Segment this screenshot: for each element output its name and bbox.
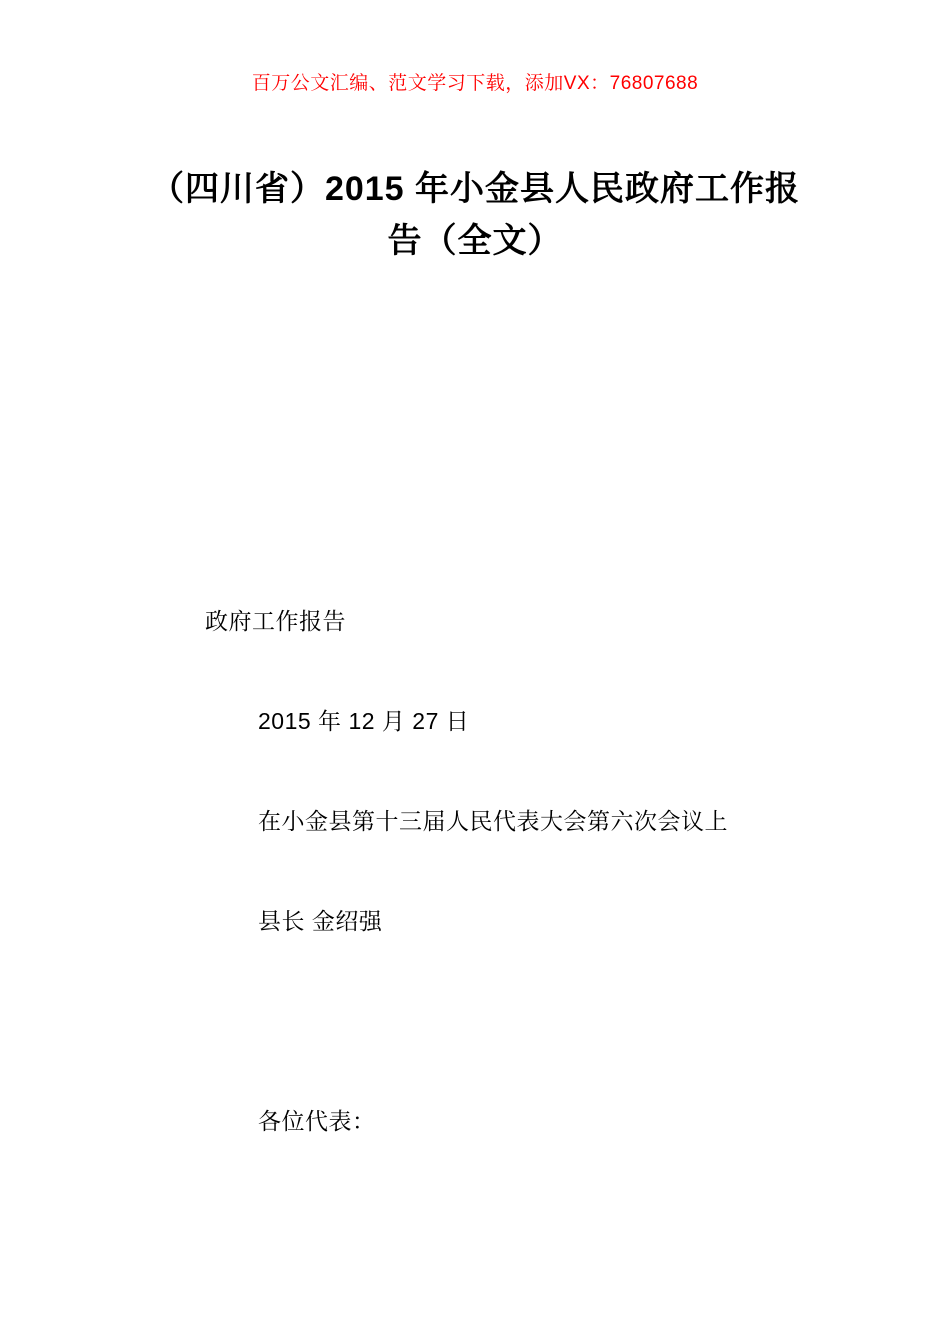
greeting-line: 各位代表： <box>258 1108 376 1134</box>
report-heading: 政府工作报告 <box>205 608 346 634</box>
signer-name: 县长 金绍强 <box>258 908 383 934</box>
report-date: 2015 年 12 月 27 日 <box>258 708 470 734</box>
meeting-occasion: 在小金县第十三届人民代表大会第六次会议上 <box>258 808 728 834</box>
watermark-text: 百万公文汇编、范文学习下载，添加VX：76807688 <box>251 73 699 94</box>
page-title: （四川省）2015 年小金县人民政府工作报 告（全文） <box>149 169 801 261</box>
